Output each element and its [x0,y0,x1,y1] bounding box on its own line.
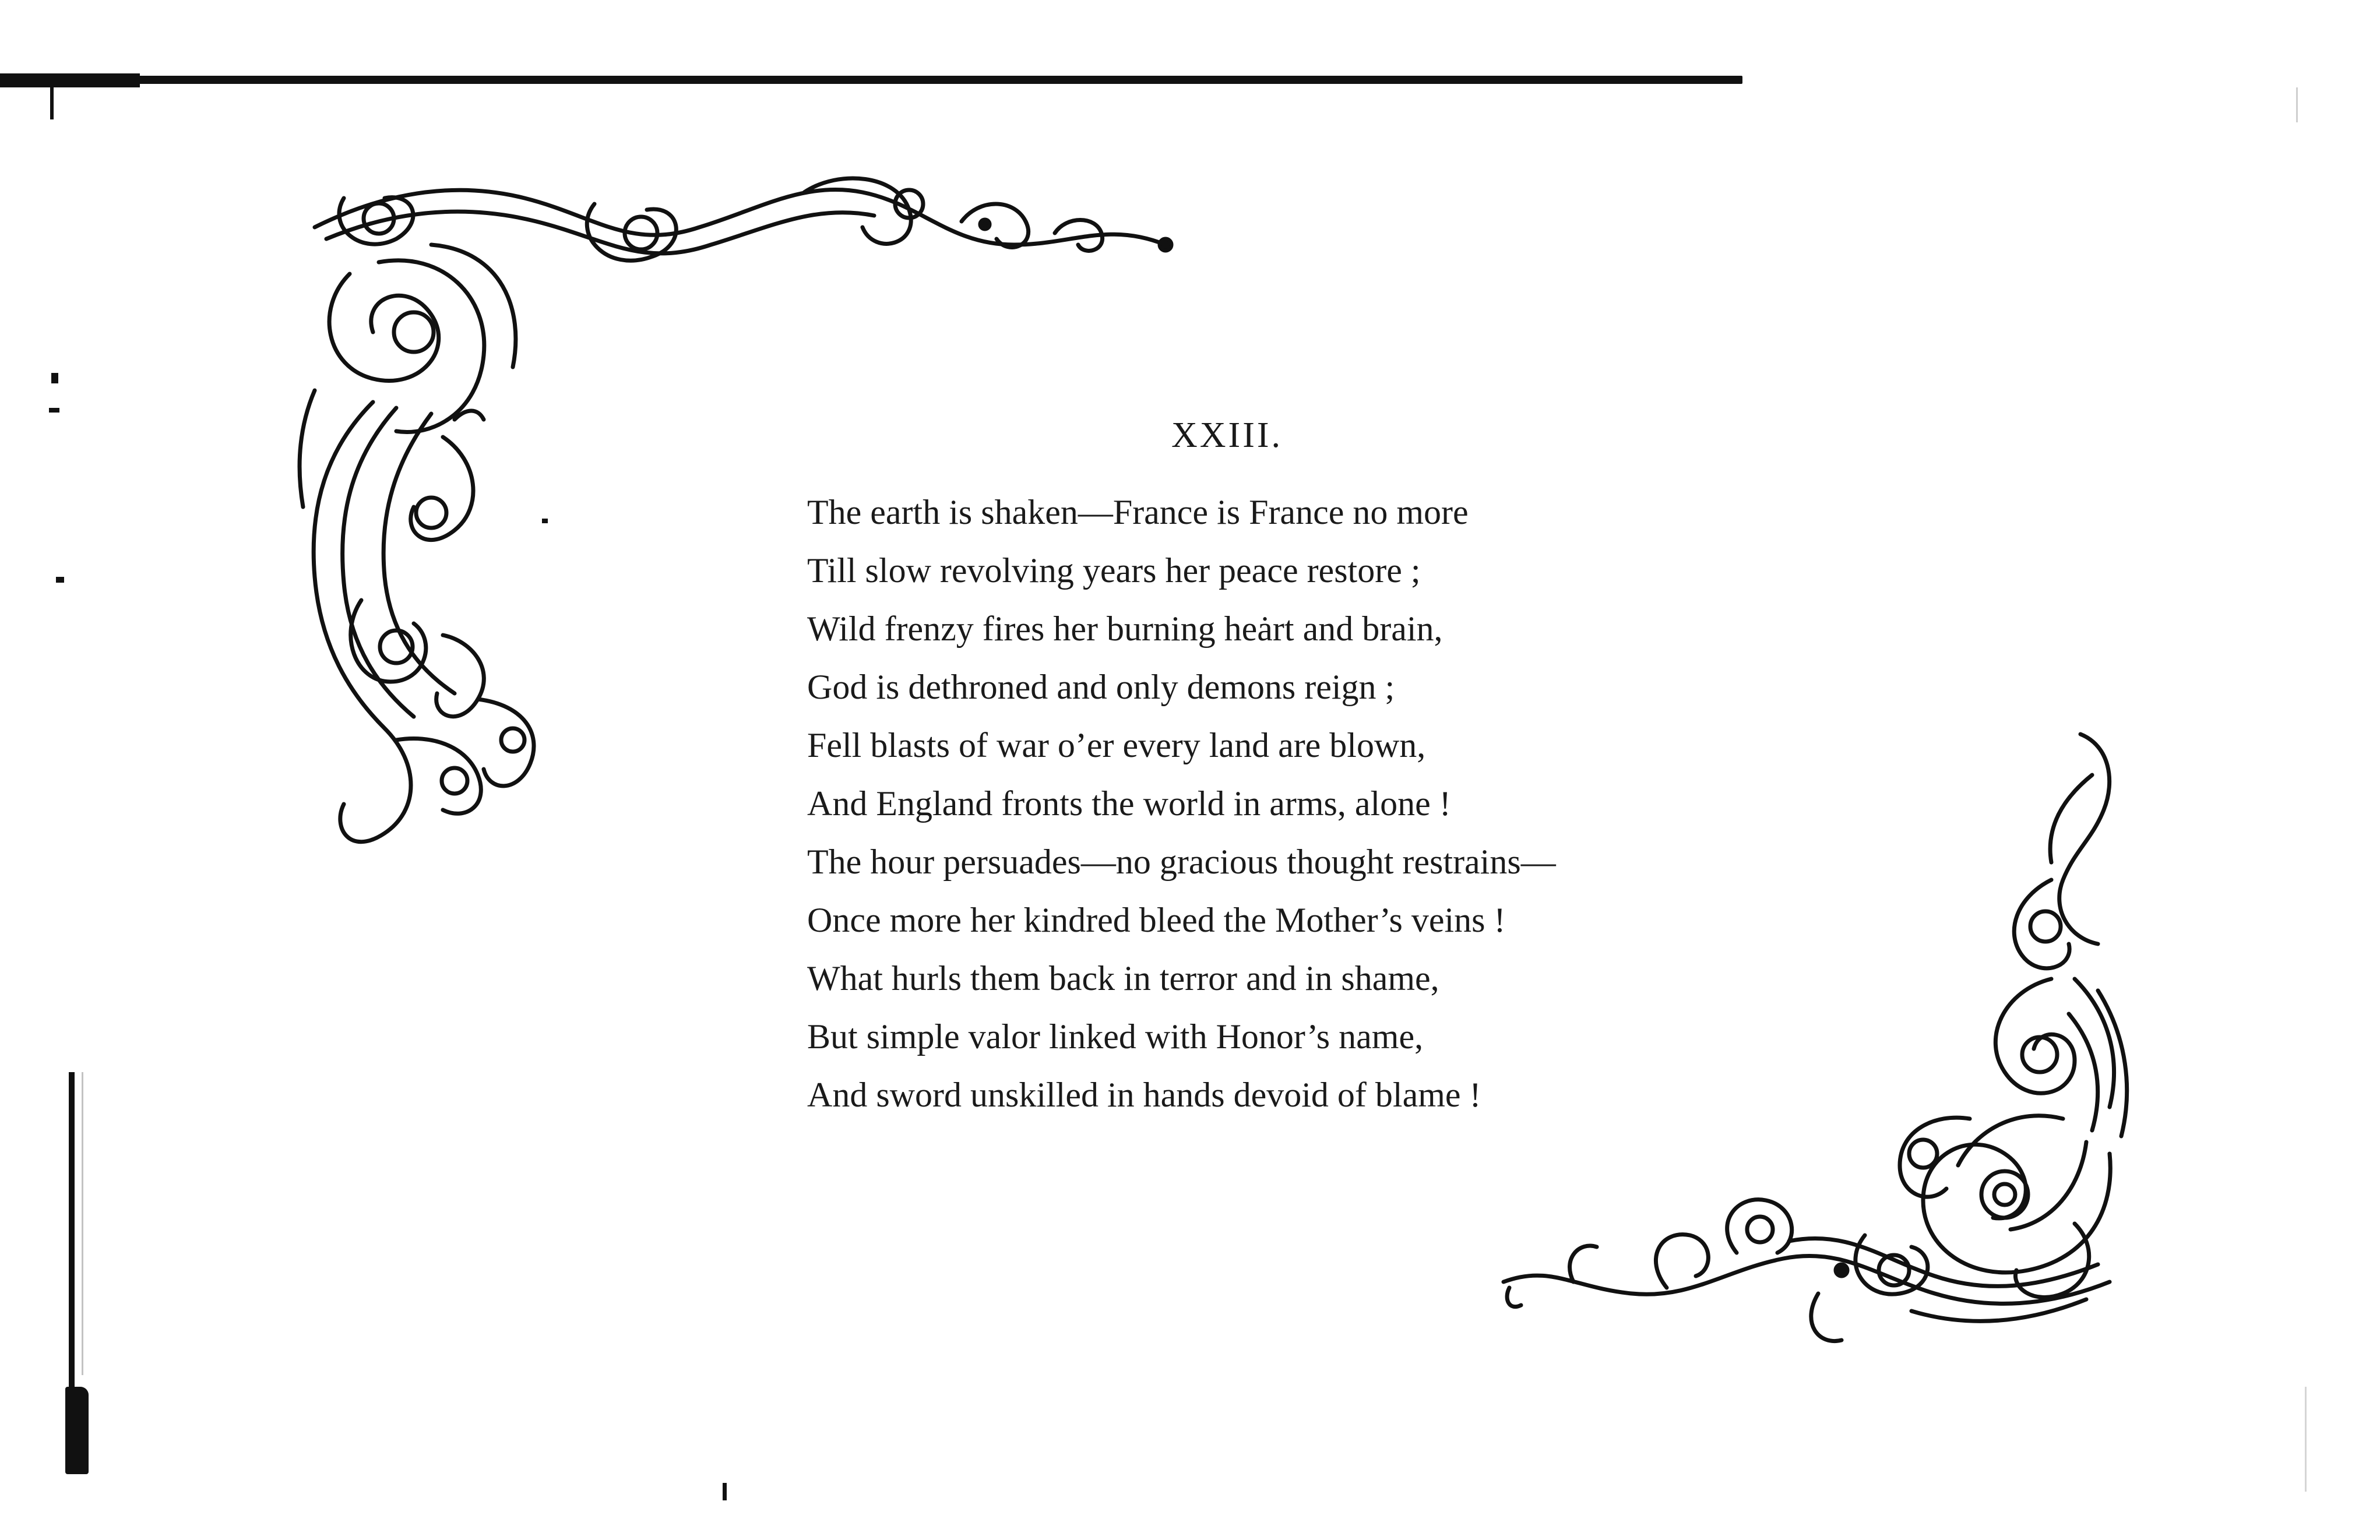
binding-edge [65,1387,89,1474]
poem-line: God is dethroned and only demons reign ; [807,668,1395,706]
scan-mark [50,87,54,119]
poem-line: And sword unskilled in hands devoid of blame ! [807,1076,1481,1114]
binding-edge [69,1072,75,1398]
scan-mark [51,373,58,383]
poem-line: The earth is shaken—France is France no more [807,493,1469,531]
scan-dots [2305,1387,2307,1492]
poem-line: Fell blasts of war o’er every land are blown, [807,726,1426,764]
scroll-ornament-icon [1492,711,2156,1375]
poem-line: And England fronts the world in arms, alone ! [807,784,1451,823]
poem-number: XXIII. [1171,415,1283,455]
top-rule [0,76,1742,84]
poem-line: What hurls them back in terror and in shame, [807,959,1439,998]
scan-mark [723,1483,727,1500]
scan-dots [2296,87,2298,122]
scan-dots [82,1072,83,1375]
poem-line: But simple valor linked with Honor’s name, [807,1017,1424,1056]
scan-mark [49,408,59,413]
top-rule-accent [0,73,140,87]
poem-line: Till slow revolving years her peace restore ; [807,551,1421,590]
scan-mark [56,577,64,583]
poem-line: The hour persuades—no gracious thought restrains— [807,843,1556,881]
poem-line: Wild frenzy fires her burning heȧrt and brain, [807,609,1443,648]
poem-line: Once more her kindred bleed the Mother’s veins ! [807,901,1506,939]
